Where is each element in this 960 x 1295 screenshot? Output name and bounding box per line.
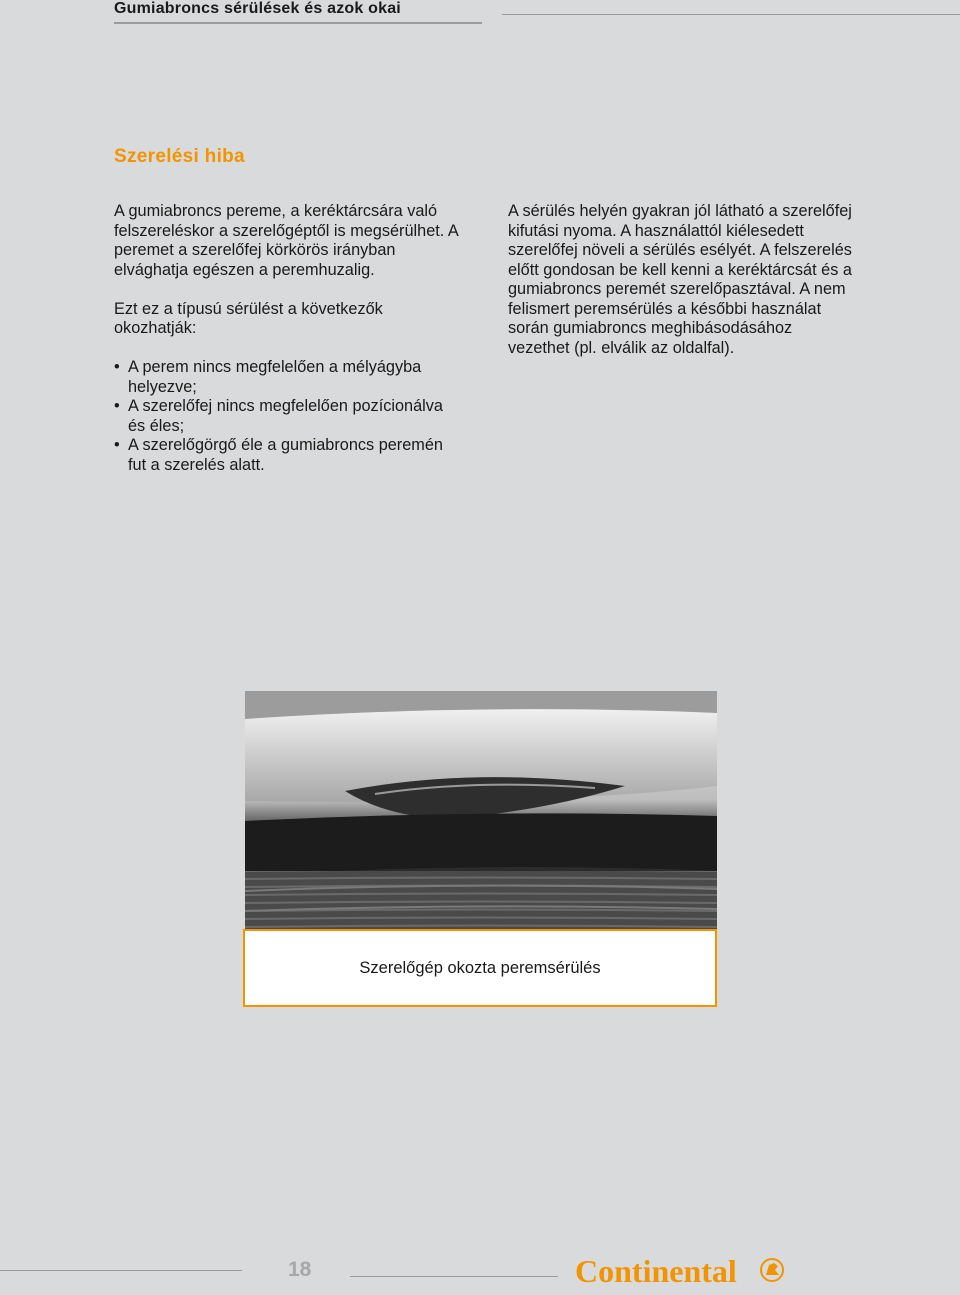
header-rule-right [502,14,960,15]
cause-list-item: • A szerelőfej nincs megfelelően pozícionálva és éles; [114,397,464,436]
left-paragraph-1: A gumiabroncs pereme, a keréktárcsára való felszereléskor a szerelőgéptől is megsérülhet. A peremet a szerelőfej körkörös irányban elvághatja egészen a peremhuzalig. [114,202,458,279]
footer-rule-left [0,1270,242,1271]
footer-rule-mid [350,1276,558,1277]
section-title: Szerelési hiba [114,146,245,167]
cause-list-item: • A szerelőgörgő éle a gumiabroncs peremén fut a szerelés alatt. [114,436,464,475]
right-column [508,202,853,358]
continental-logo [573,1250,785,1290]
page-number: 18 [288,1258,312,1281]
logo-wordmark: Continental [575,1253,737,1289]
cause-list-item: • A perem nincs megfelelően a mélyágyba helyezve; [114,358,464,397]
cause-list [114,358,464,475]
header-title: Gumiabroncs sérülések és azok okai [114,0,401,17]
header-rule [114,22,482,24]
left-paragraph-2: Ezt ez a típusú sérülést a következők okozhatják: [114,299,383,337]
tire-bead-damage-photo [245,691,717,933]
right-paragraph: A sérülés helyén gyakran jól látható a szerelőfej kifutási nyoma. A használattól kiélesedett szerelőfej növeli a sérülés esélyét. A felszerelés előtt gondosan be kell kenni a keréktárcsát és a gumiabroncs peremét szerelőpasztával. A nem felismert peremsérülés a későbbi használat során gumiabroncs meghibásodásához vezethet (pl. elválik az oldalfal). [508,202,852,357]
left-column [114,202,464,475]
prancing-horse-icon [761,1259,783,1281]
figure-caption: Szerelőgép okozta peremsérülés [243,929,717,1007]
